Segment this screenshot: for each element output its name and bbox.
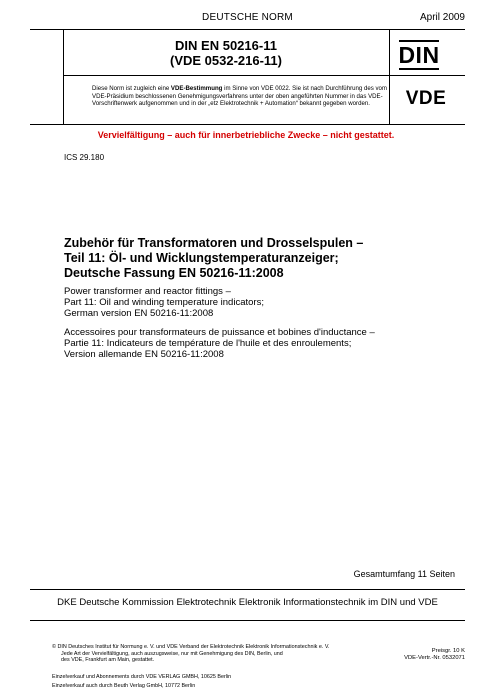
distribution-line-2: Einzelverkauf auch durch Beuth Verlag GmbH, 10772 Berlin (52, 683, 196, 689)
copyright-line-1: © DIN Deutsches Institut für Normung e. V. und VDE Verband der Elektrotechnik Elektronik Informationstechnik e. V. (52, 644, 330, 650)
total-pages: Gesamtumfang 11 Seiten (353, 569, 455, 579)
title-english (64, 286, 464, 319)
price-info (365, 648, 465, 663)
reproduction-warning: Vervielfältigung – auch für innerbetriebliche Zwecke – nicht gestattet. (97, 130, 395, 140)
copyright-notice (52, 644, 330, 664)
din-logo (399, 40, 439, 70)
pages-divider (30, 589, 465, 590)
din-number: DIN EN 50216-11 (175, 38, 277, 53)
title-french-line-2: Partie 11: Indicateurs de température de l'huile et des enroulements; (64, 338, 352, 349)
number-divider (64, 75, 389, 76)
header-divider (30, 29, 465, 30)
din-logo-text: DIN (398, 41, 440, 68)
document-number-block (64, 38, 388, 68)
title-german (64, 236, 464, 281)
title-english-line-2: Part 11: Oil and winding temperature indicators; (64, 297, 264, 308)
distribution-notice (52, 673, 352, 691)
copyright-line-3: des VDE, Frankfurt am Main, gestattet. (61, 657, 155, 664)
notice-part-2: im Sinne von VDE 0022. Sie ist nach Durchführung des vom VDE-Präsidium beschlossenen Genehmigungsverfahrens unter der oben angeführten Nummer in das VDE-Vorschriftenwerk aufgenommen und in der „etz Elektrotechnik + Automation“ bekannt gegeben worden. (92, 85, 388, 108)
ics-code: ICS 29.180 (64, 153, 105, 162)
right-vertical-divider (389, 30, 390, 125)
vde-reference: VDE-Vertr.-Nr. 0532071 (404, 655, 465, 662)
vde-number: (VDE 0532-216-11) (169, 53, 282, 68)
copyright-line-2: Jede Art der Vervielfältigung, auch auszugsweise, nur mit Genehmigung des DIN, Berlin, und (61, 650, 283, 657)
title-french-line-1: Accessoires pour transformateurs de puissance et bobines d'inductance – (64, 327, 375, 338)
logo-divider (389, 75, 465, 76)
committee-divider (30, 620, 465, 621)
vde-notice-text (92, 85, 388, 108)
title-english-line-1: Power transformer and reactor fittings – (64, 286, 231, 297)
vde-logo: VDE (405, 88, 447, 109)
notice-bottom-divider (30, 124, 465, 125)
norm-type-label: DEUTSCHE NORM (202, 12, 293, 23)
price-group: Preisgr. 10 K (431, 648, 465, 654)
title-german-line-1: Zubehör für Transformatoren und Drosselspulen – (64, 236, 364, 250)
notice-bold: VDE-Bestimmung (170, 85, 223, 92)
title-french (64, 327, 464, 360)
title-french-line-3: Version allemande EN 50216-11:2008 (64, 349, 224, 360)
title-german-line-2: Teil 11: Öl- und Wicklungstemperaturanzeiger; (64, 251, 339, 265)
left-vertical-divider (63, 30, 64, 125)
publication-date: April 2009 (419, 12, 465, 23)
title-german-line-3: Deutsche Fassung EN 50216-11:2008 (64, 266, 284, 280)
title-english-line-3: German version EN 50216-11:2008 (64, 308, 214, 319)
distribution-line-1: Einzelverkauf und Abonnements durch VDE VERLAG GMBH, 10625 Berlin (52, 674, 232, 680)
notice-part-1: Diese Norm ist zugleich eine (92, 85, 171, 92)
committee-name: DKE Deutsche Kommission Elektrotechnik Elektronik Informationstechnik im DIN und VDE (57, 597, 438, 608)
